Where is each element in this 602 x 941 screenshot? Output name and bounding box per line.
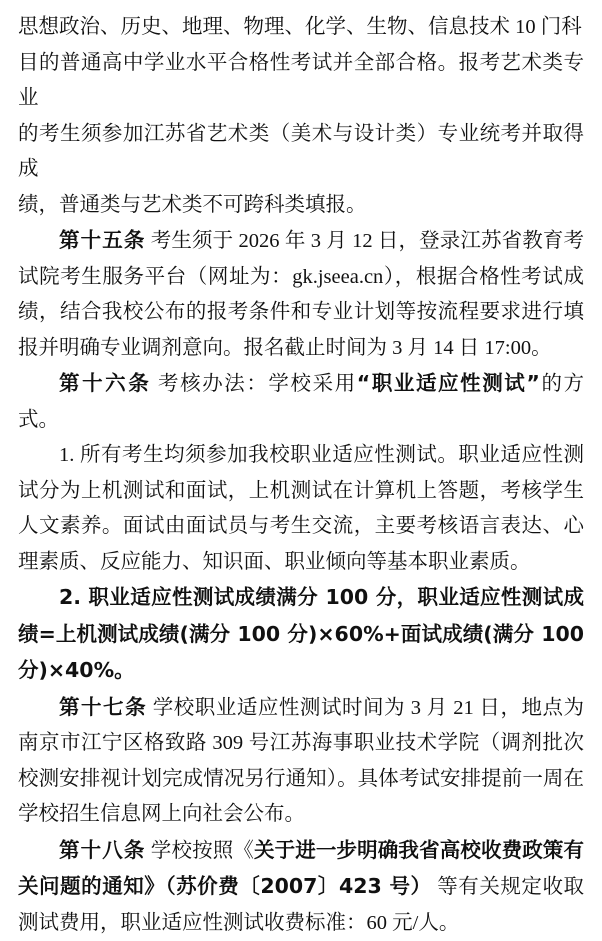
article-heading: 第十五条 <box>59 228 146 252</box>
emphasis-run: 关于进一步明确我省高校收费政策有关问题的通知》（苏价费〔2007〕423 号） <box>18 838 584 899</box>
text-run: 1. 所有考生均须参加我校职业适应性测试。职业适应性测试分为上机测试和面试，上机测试在计算机上答题，考核学生人文素养。面试由面试员与考生交流，主要考核语言表达、心理素质、反应能力、知识面、职业倾向等基本职业素质。 <box>18 444 584 573</box>
text-run: 的考生须参加江苏省艺术类（美术与设计类）专业统考并取得成 <box>18 123 584 181</box>
document-body <box>18 10 584 941</box>
paragraph <box>18 10 584 46</box>
paragraph-item-1 <box>18 438 584 580</box>
article-heading: 第十六条 <box>59 371 151 395</box>
paragraph-article-15 <box>18 223 584 366</box>
emphasis-run: 2. 职业适应性测试成绩满分 100 分，职业适应性测试成绩=上机测试成绩(满分 100 分)×60%+面试成绩(满分 100 分)×40%。 <box>18 585 584 682</box>
paragraph <box>18 117 584 188</box>
paragraph <box>18 46 584 117</box>
text-run: 的方式。 <box>18 373 584 431</box>
paragraph <box>18 188 584 224</box>
text-run: 考核办法：学校采用 <box>151 373 356 395</box>
text-run: 学校按照《 <box>146 840 254 862</box>
article-heading: 第十七条 <box>59 695 147 719</box>
paragraph-article-17 <box>18 690 584 833</box>
emphasis-run: “职业适应性测试” <box>357 371 540 395</box>
paragraph-article-16 <box>18 366 584 438</box>
article-heading: 第十八条 <box>59 838 146 862</box>
text-run: 目的普通高中学业水平合格性考试并全部合格。报考艺术类专业 <box>18 52 584 110</box>
text-run: 等有关规定收取测试费用，职业适应性测试收费标准：60 元/人。 <box>18 876 584 934</box>
paragraph-item-2 <box>18 580 584 690</box>
text-run: 绩，普通类与艺术类不可跨科类填报。 <box>18 194 367 216</box>
text-run: 思想政治、历史、地理、物理、化学、生物、信息技术 10 门科 <box>18 16 582 38</box>
text-run: 考生须于 2026 年 3 月 12 日，登录江苏省教育考试院考生服务平台（网址为：gk.jseea.cn），根据合格性考试成绩，结合我校公布的报考条件和专业计划等按流程要求进行填报并明确专业调剂意向。报名截止时间为 3 月 14 日 17:00。 <box>18 230 584 359</box>
paragraph-article-18 <box>18 833 584 941</box>
text-run: 学校职业适应性测试时间为 3 月 21 日，地点为南京市江宁区格致路 309 号江苏海事职业技术学院（调剂批次校测安排视计划完成情况另行通知）。具体考试安排提前一周在学校招生信息网上向社会公布。 <box>18 697 584 826</box>
